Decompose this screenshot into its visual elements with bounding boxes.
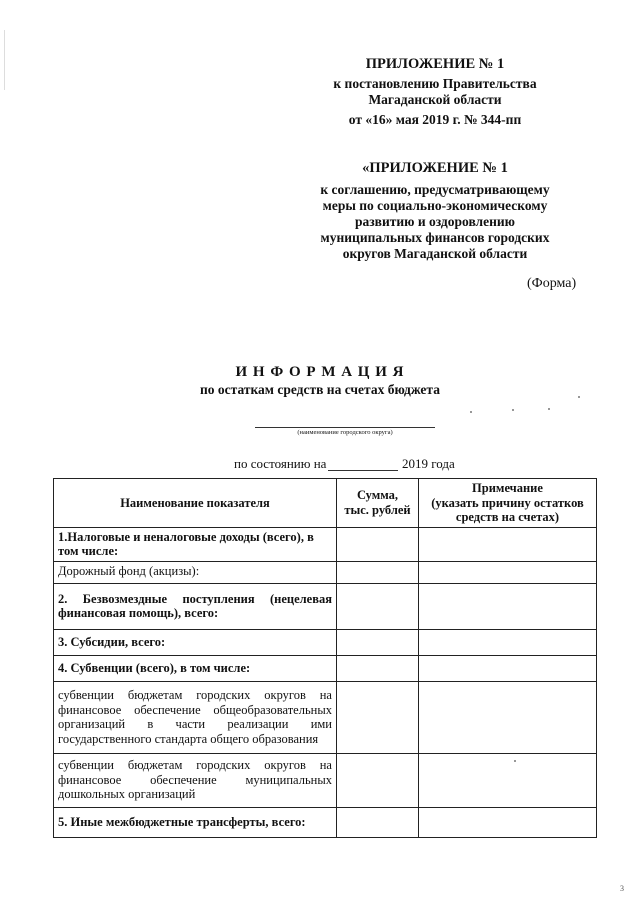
scan-margin-line bbox=[4, 30, 5, 90]
table-row bbox=[54, 583, 597, 629]
row-label: субвенции бюджетам городских округов на финансовое обеспечение общеобразовательных организаций в части реализации ими государственного стандарта общего образования bbox=[54, 681, 337, 753]
appendix2-title: «ПРИЛОЖЕНИЕ № 1 bbox=[362, 160, 508, 176]
as-of-suffix: 2019 года bbox=[402, 456, 455, 471]
note-cell[interactable] bbox=[419, 655, 597, 681]
header-amount-line: Сумма, bbox=[356, 488, 399, 503]
document-subtitle: по остаткам средств на счетах бюджета bbox=[200, 382, 440, 397]
table-row bbox=[54, 681, 597, 753]
appendix-block bbox=[300, 56, 570, 128]
page-number: 3 bbox=[620, 884, 624, 893]
table-row bbox=[54, 807, 597, 837]
row-label: Дорожный фонд (акцизы): bbox=[54, 561, 337, 583]
amount-cell[interactable] bbox=[337, 655, 419, 681]
header-note bbox=[419, 479, 597, 528]
appendix-date: от «16» мая 2019 г. № 344-пп bbox=[348, 112, 522, 127]
table-row bbox=[54, 629, 597, 655]
form-label: (Форма) bbox=[527, 276, 577, 291]
appendix2-line: развитию и оздоровлению bbox=[355, 214, 515, 229]
table-row bbox=[54, 561, 597, 583]
amount-cell[interactable] bbox=[337, 583, 419, 629]
appendix-title: ПРИЛОЖЕНИЕ № 1 bbox=[365, 56, 505, 72]
row-label: субвенции бюджетам городских округов на финансовое обеспечение муниципальных дошкольных организаций bbox=[54, 753, 337, 807]
header-note-line: Примечание bbox=[472, 481, 543, 495]
row-label: 4. Субвенции (всего), в том числе: bbox=[54, 655, 337, 681]
header-indicator: Наименование показателя bbox=[54, 479, 337, 528]
appendix-line: к постановлению Правительства bbox=[333, 76, 537, 91]
amount-cell[interactable] bbox=[337, 753, 419, 807]
row-label: 3. Субсидии, всего: bbox=[54, 629, 337, 655]
scan-speck bbox=[578, 396, 580, 398]
appendix2-block bbox=[300, 160, 570, 262]
okrug-caption: (наименование городского округа) bbox=[297, 429, 393, 436]
note-cell[interactable] bbox=[419, 527, 597, 561]
document-title: И Н Ф О Р М А Ц И Я bbox=[235, 364, 405, 380]
header-amount-line: тыс. рублей bbox=[344, 502, 411, 517]
scan-speck bbox=[512, 409, 514, 411]
scan-speck bbox=[514, 760, 516, 762]
row-label: 5. Иные межбюджетные трансферты, всего: bbox=[54, 807, 337, 837]
table-row bbox=[54, 527, 597, 561]
appendix2-line: муниципальных финансов городских bbox=[320, 230, 550, 245]
amount-cell[interactable] bbox=[337, 527, 419, 561]
table-header-row bbox=[54, 479, 597, 528]
header-amount bbox=[337, 479, 419, 528]
appendix-line: Магаданской области bbox=[368, 92, 502, 107]
scan-speck bbox=[548, 408, 550, 410]
as-of-prefix: по состоянию на bbox=[234, 456, 327, 471]
appendix2-line: к соглашению, предусматривающему bbox=[320, 182, 550, 197]
note-cell[interactable] bbox=[419, 583, 597, 629]
header-note-line: (указать причину остатков bbox=[431, 495, 584, 510]
appendix2-line: меры по социально-экономическому bbox=[322, 198, 548, 213]
row-label: 2. Безвозмездные поступления (нецелевая финансовая помощь), всего: bbox=[54, 583, 337, 629]
amount-cell[interactable] bbox=[337, 681, 419, 753]
okrug-name-line bbox=[255, 427, 435, 428]
note-cell[interactable] bbox=[419, 629, 597, 655]
date-blank-line bbox=[328, 470, 398, 471]
note-cell[interactable] bbox=[419, 753, 597, 807]
table-row bbox=[54, 655, 597, 681]
header-note-line: средств на счетах) bbox=[455, 510, 560, 524]
amount-cell[interactable] bbox=[337, 807, 419, 837]
scan-speck bbox=[470, 411, 472, 413]
row-label: 1.Налоговые и неналоговые доходы (всего), в том числе: bbox=[54, 527, 337, 561]
note-cell[interactable] bbox=[419, 561, 597, 583]
amount-cell[interactable] bbox=[337, 629, 419, 655]
note-cell[interactable] bbox=[419, 807, 597, 837]
appendix2-line: округов Магаданской области bbox=[342, 246, 528, 261]
amount-cell[interactable] bbox=[337, 561, 419, 583]
balances-table bbox=[53, 478, 597, 838]
note-cell[interactable] bbox=[419, 681, 597, 753]
